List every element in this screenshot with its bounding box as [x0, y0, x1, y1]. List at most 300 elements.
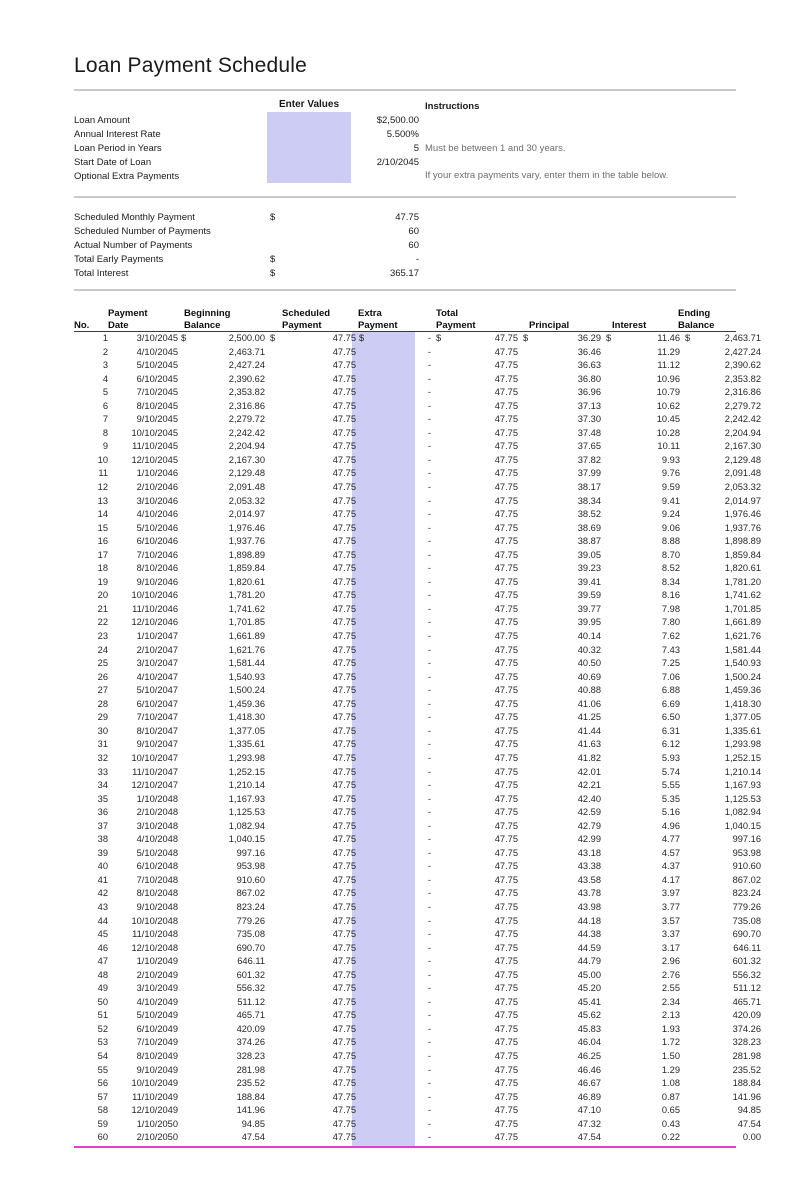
table-row — [74, 942, 761, 957]
table-cell-principal: 45.00 — [577, 969, 601, 980]
table-cell-extra-payment[interactable]: - — [427, 671, 431, 682]
table-cell-extra-payment[interactable]: - — [427, 901, 431, 912]
table-cell-ending-balance: 465.71 — [732, 996, 761, 1007]
table-cell-principal: 38.87 — [577, 536, 601, 547]
table-cell-currency-scheduled: $ — [270, 333, 276, 343]
table-cell-ending-balance: 556.32 — [732, 969, 761, 980]
table-cell-ending-balance: 1,082.94 — [724, 807, 761, 818]
table-cell-payment-date: 3/10/2046 — [136, 495, 178, 506]
table-cell-beginning-balance: 1,459.36 — [228, 698, 265, 709]
table-cell-interest: 3.57 — [661, 915, 680, 926]
table-cell-payment-date: 2/10/2046 — [136, 482, 178, 493]
summary-currency-total-interest: $ — [270, 268, 276, 279]
table-cell-payment-date: 7/10/2046 — [136, 549, 178, 560]
table-cell-no: 45 — [97, 929, 108, 940]
column-header-ending-balance-line1: Ending — [678, 308, 711, 319]
table-cell-scheduled-payment: 47.75 — [332, 752, 356, 763]
table-cell-no: 22 — [97, 617, 108, 628]
table-row — [74, 576, 761, 591]
table-row — [74, 969, 761, 984]
table-cell-payment-date: 7/10/2048 — [136, 874, 178, 885]
table-cell-no: 57 — [97, 1091, 108, 1102]
table-cell-scheduled-payment: 47.75 — [332, 725, 356, 736]
table-cell-extra-payment[interactable]: - — [427, 874, 431, 885]
table-cell-interest: 9.59 — [661, 482, 680, 493]
table-cell-extra-payment[interactable]: - — [427, 400, 431, 411]
table-cell-total-payment: 47.75 — [494, 888, 518, 899]
table-cell-no: 7 — [102, 414, 108, 425]
table-cell-extra-payment[interactable]: - — [427, 685, 431, 696]
table-cell-extra-payment[interactable]: - — [427, 427, 431, 438]
table-cell-ending-balance: 867.02 — [732, 874, 761, 885]
table-cell-principal: 38.17 — [577, 482, 601, 493]
table-cell-ending-balance: 1,741.62 — [724, 590, 761, 601]
table-cell-total-payment: 47.75 — [494, 834, 518, 845]
table-cell-beginning-balance: 823.24 — [236, 901, 265, 912]
table-cell-extra-payment[interactable]: - — [427, 861, 431, 872]
table-cell-no: 23 — [97, 631, 108, 642]
table-cell-extra-payment[interactable]: - — [427, 346, 431, 357]
table-cell-payment-date: 3/10/2047 — [136, 658, 178, 669]
table-cell-no: 13 — [97, 495, 108, 506]
table-cell-payment-date: 4/10/2048 — [136, 834, 178, 845]
table-cell-ending-balance: 1,976.46 — [724, 509, 761, 520]
table-cell-extra-payment[interactable]: - — [427, 739, 431, 750]
table-cell-total-payment: 47.75 — [494, 1050, 518, 1061]
table-cell-no: 11 — [98, 468, 108, 479]
table-cell-interest: 1.08 — [661, 1078, 680, 1089]
table-cell-interest: 9.76 — [661, 468, 680, 479]
column-header-beginning-balance-line1: Beginning — [184, 308, 231, 319]
table-cell-no: 46 — [97, 942, 108, 953]
column-header-beginning-balance — [184, 308, 266, 331]
table-cell-total-payment: 47.75 — [494, 766, 518, 777]
table-cell-interest: 5.93 — [661, 752, 680, 763]
table-cell-extra-payment[interactable]: - — [427, 766, 431, 777]
table-cell-payment-date: 1/10/2050 — [136, 1118, 178, 1129]
table-cell-extra-payment[interactable]: - — [427, 1037, 431, 1048]
table-cell-no: 36 — [97, 807, 108, 818]
table-cell-beginning-balance: 1,082.94 — [228, 820, 265, 831]
table-cell-no: 15 — [97, 522, 108, 533]
table-cell-extra-payment[interactable]: - — [427, 563, 431, 574]
table-cell-principal: 45.20 — [577, 983, 601, 994]
table-cell-beginning-balance: 1,167.93 — [228, 793, 265, 804]
table-cell-extra-payment[interactable]: - — [427, 1078, 431, 1089]
table-cell-total-payment: 47.75 — [494, 590, 518, 601]
table-cell-no: 37 — [97, 820, 108, 831]
table-cell-no: 2 — [102, 346, 108, 357]
table-cell-total-payment: 47.75 — [494, 996, 518, 1007]
table-cell-scheduled-payment: 47.75 — [332, 996, 356, 1007]
table-cell-extra-payment[interactable]: - — [427, 915, 431, 926]
table-cell-total-payment: 47.75 — [494, 807, 518, 818]
table-cell-ending-balance: 2,091.48 — [724, 468, 761, 479]
table-cell-scheduled-payment: 47.75 — [332, 536, 356, 547]
table-cell-principal: 45.62 — [577, 1010, 601, 1021]
table-cell-extra-payment[interactable]: - — [427, 712, 431, 723]
table-cell-extra-payment[interactable]: - — [427, 495, 431, 506]
table-cell-extra-payment[interactable]: - — [427, 644, 431, 655]
table-cell-total-payment: 47.75 — [494, 576, 518, 587]
table-cell-payment-date: 1/10/2048 — [136, 793, 178, 804]
column-header-extra-payment — [358, 308, 428, 331]
table-cell-payment-date: 6/10/2046 — [136, 536, 178, 547]
table-cell-extra-payment[interactable]: - — [427, 983, 431, 994]
table-cell-scheduled-payment: 47.75 — [332, 454, 356, 465]
table-cell-total-payment: 47.75 — [494, 644, 518, 655]
table-cell-extra-payment[interactable]: - — [427, 373, 431, 384]
table-cell-payment-date: 5/10/2046 — [136, 522, 178, 533]
table-cell-ending-balance: 2,279.72 — [724, 400, 761, 411]
input-value-annual-interest-rate[interactable]: 5.500% — [386, 129, 419, 140]
table-cell-interest: 6.12 — [661, 739, 680, 750]
table-cell-principal: 42.59 — [577, 807, 601, 818]
table-cell-total-payment: 47.75 — [494, 739, 518, 750]
table-cell-principal: 44.79 — [577, 956, 601, 967]
table-cell-ending-balance: 188.84 — [732, 1078, 761, 1089]
table-cell-total-payment: 47.75 — [494, 427, 518, 438]
table-cell-payment-date: 12/10/2049 — [131, 1105, 178, 1116]
table-cell-principal: 39.95 — [577, 617, 601, 628]
table-cell-payment-date: 4/10/2047 — [136, 671, 178, 682]
table-row — [74, 644, 761, 659]
table-cell-interest: 4.57 — [661, 847, 680, 858]
table-cell-total-payment: 47.75 — [494, 603, 518, 614]
table-cell-no: 31 — [97, 739, 108, 750]
table-cell-interest: 10.62 — [656, 400, 680, 411]
table-cell-interest: 11.29 — [657, 346, 680, 357]
table-cell-ending-balance: 94.85 — [737, 1105, 761, 1116]
table-cell-principal: 36.46 — [577, 346, 601, 357]
table-cell-extra-payment[interactable]: - — [427, 847, 431, 858]
table-cell-no: 25 — [97, 658, 108, 669]
table-cell-principal: 36.96 — [577, 387, 601, 398]
table-cell-beginning-balance: 1,781.20 — [228, 590, 265, 601]
table-cell-payment-date: 12/10/2046 — [131, 617, 178, 628]
table-cell-interest: 7.43 — [661, 644, 680, 655]
table-cell-principal: 41.25 — [577, 712, 601, 723]
column-header-extra-payment-line2: Payment — [358, 319, 398, 331]
table-cell-no: 28 — [97, 698, 108, 709]
table-cell-scheduled-payment: 47.75 — [332, 834, 356, 845]
input-value-loan-amount[interactable]: $2,500.00 — [376, 115, 419, 126]
table-cell-principal: 41.06 — [577, 698, 601, 709]
column-header-beginning-balance-line2: Balance — [184, 319, 221, 331]
table-cell-extra-payment[interactable]: - — [427, 333, 431, 343]
table-cell-extra-payment[interactable]: - — [427, 793, 431, 804]
table-cell-no: 5 — [102, 387, 108, 398]
table-cell-principal: 44.59 — [577, 942, 601, 953]
table-cell-ending-balance: 601.32 — [732, 956, 761, 967]
table-cell-total-payment: 47.75 — [494, 360, 518, 371]
table-cell-extra-payment[interactable]: - — [427, 942, 431, 953]
table-cell-extra-payment[interactable]: - — [427, 509, 431, 520]
table-cell-beginning-balance: 556.32 — [236, 983, 265, 994]
table-cell-interest: 1.50 — [661, 1050, 680, 1061]
table-cell-beginning-balance: 2,014.97 — [228, 509, 265, 520]
table-cell-beginning-balance: 2,463.71 — [228, 346, 265, 357]
table-cell-no: 56 — [97, 1078, 108, 1089]
table-cell-extra-payment[interactable]: - — [427, 1023, 431, 1034]
table-cell-scheduled-payment: 47.75 — [332, 414, 356, 425]
table-cell-extra-payment[interactable]: - — [427, 590, 431, 601]
table-row — [74, 1064, 761, 1079]
table-cell-extra-payment[interactable]: - — [427, 1010, 431, 1021]
table-cell-extra-payment[interactable]: - — [427, 536, 431, 547]
table-cell-beginning-balance: 1,741.62 — [228, 603, 265, 614]
table-cell-scheduled-payment: 47.75 — [332, 793, 356, 804]
table-cell-extra-payment[interactable]: - — [427, 617, 431, 628]
table-cell-payment-date: 8/10/2047 — [136, 725, 178, 736]
summary-value-total-early-payments: - — [415, 254, 419, 265]
table-cell-scheduled-payment: 47.75 — [332, 590, 356, 601]
table-cell-no: 1 — [102, 333, 108, 343]
table-cell-total-payment: 47.75 — [494, 333, 518, 343]
table-cell-interest: 7.25 — [661, 658, 680, 669]
table-cell-payment-date: 11/10/2048 — [132, 929, 178, 940]
table-cell-interest: 3.37 — [661, 929, 680, 940]
table-cell-no: 6 — [102, 400, 108, 411]
table-cell-extra-payment[interactable]: - — [427, 1118, 431, 1129]
table-cell-extra-payment[interactable]: - — [427, 522, 431, 533]
table-row — [74, 874, 761, 889]
table-row — [74, 1010, 761, 1024]
table-cell-payment-date: 9/10/2048 — [136, 901, 178, 912]
table-cell-extra-payment[interactable]: - — [427, 1132, 431, 1143]
table-cell-ending-balance: 2,353.82 — [724, 373, 761, 384]
table-row — [74, 414, 761, 428]
table-row — [74, 861, 761, 875]
table-cell-interest: 10.11 — [657, 441, 680, 452]
table-cell-interest: 6.50 — [661, 712, 680, 723]
table-cell-no: 18 — [97, 563, 108, 574]
table-cell-extra-payment[interactable]: - — [427, 820, 431, 831]
table-cell-payment-date: 2/10/2049 — [136, 969, 178, 980]
table-cell-total-payment: 47.75 — [494, 441, 518, 452]
table-cell-total-payment: 47.75 — [494, 847, 518, 858]
input-value-start-date[interactable]: 2/10/2045 — [376, 157, 419, 168]
table-cell-payment-date: 6/10/2045 — [136, 373, 178, 384]
table-cell-ending-balance: 374.26 — [732, 1023, 761, 1034]
table-cell-no: 41 — [97, 874, 108, 885]
table-cell-scheduled-payment: 47.75 — [332, 942, 356, 953]
table-cell-ending-balance: 646.11 — [733, 942, 761, 953]
table-cell-extra-payment[interactable]: - — [427, 1050, 431, 1061]
table-cell-total-payment: 47.75 — [494, 956, 518, 967]
column-header-ending-balance — [678, 308, 744, 331]
table-cell-extra-payment[interactable]: - — [427, 1105, 431, 1116]
table-cell-interest: 2.96 — [661, 956, 680, 967]
table-row — [74, 333, 761, 347]
table-cell-no: 33 — [97, 766, 108, 777]
input-value-loan-period-years[interactable]: 5 — [413, 143, 419, 154]
table-cell-total-payment: 47.75 — [494, 793, 518, 804]
table-cell-ending-balance: 281.98 — [732, 1050, 761, 1061]
table-row — [74, 346, 761, 361]
table-cell-extra-payment[interactable]: - — [427, 996, 431, 1007]
table-cell-principal: 38.69 — [577, 522, 601, 533]
table-cell-payment-date: 11/10/2049 — [132, 1091, 178, 1102]
table-cell-extra-payment[interactable]: - — [427, 807, 431, 818]
table-cell-no: 26 — [97, 671, 108, 682]
table-row — [74, 454, 761, 469]
table-row — [74, 590, 761, 604]
divider-top — [74, 89, 736, 91]
table-cell-extra-payment[interactable]: - — [427, 956, 431, 967]
table-cell-payment-date: 12/10/2045 — [131, 454, 178, 465]
table-cell-principal: 47.32 — [577, 1118, 601, 1129]
table-cell-total-payment: 47.75 — [494, 915, 518, 926]
table-cell-ending-balance: 1,125.53 — [724, 793, 761, 804]
table-cell-ending-balance: 511.12 — [733, 983, 761, 994]
table-cell-total-payment: 47.75 — [494, 698, 518, 709]
table-cell-interest: 0.22 — [661, 1132, 680, 1143]
table-cell-extra-payment[interactable]: - — [427, 969, 431, 980]
table-cell-extra-payment[interactable]: - — [427, 482, 431, 493]
table-cell-beginning-balance: 953.98 — [236, 861, 265, 872]
table-row — [74, 617, 761, 631]
table-row — [74, 373, 761, 388]
table-row — [74, 712, 761, 726]
table-cell-extra-payment[interactable]: - — [427, 468, 431, 479]
divider-table-header — [74, 331, 736, 332]
table-cell-payment-date: 3/10/2049 — [136, 983, 178, 994]
table-cell-ending-balance: 1,937.76 — [724, 522, 761, 533]
table-cell-principal: 40.88 — [577, 685, 601, 696]
table-cell-principal: 41.63 — [577, 739, 601, 750]
table-cell-ending-balance: 1,621.76 — [724, 631, 761, 642]
table-cell-beginning-balance: 2,242.42 — [228, 427, 265, 438]
table-cell-extra-payment[interactable]: - — [427, 1064, 431, 1075]
table-cell-extra-payment[interactable]: - — [427, 698, 431, 709]
table-cell-ending-balance: 1,459.36 — [724, 685, 761, 696]
table-cell-principal: 43.78 — [577, 888, 601, 899]
table-cell-interest: 3.17 — [661, 942, 680, 953]
table-cell-scheduled-payment: 47.75 — [332, 929, 356, 940]
table-cell-ending-balance: 1,781.20 — [724, 576, 761, 587]
table-row — [74, 820, 761, 835]
table-cell-ending-balance: 1,418.30 — [724, 698, 761, 709]
table-row — [74, 793, 761, 808]
table-cell-ending-balance: 47.54 — [737, 1118, 761, 1129]
table-cell-extra-payment[interactable]: - — [427, 441, 431, 452]
table-cell-extra-payment[interactable]: - — [427, 929, 431, 940]
table-cell-scheduled-payment: 47.75 — [332, 1132, 356, 1143]
table-cell-total-payment: 47.75 — [494, 387, 518, 398]
table-cell-principal: 42.40 — [577, 793, 601, 804]
table-cell-scheduled-payment: 47.75 — [332, 400, 356, 411]
table-cell-extra-payment[interactable]: - — [427, 658, 431, 669]
table-cell-principal: 44.38 — [577, 929, 601, 940]
table-cell-no: 42 — [97, 888, 108, 899]
table-cell-extra-payment[interactable]: - — [427, 414, 431, 425]
table-cell-no: 60 — [97, 1132, 108, 1143]
table-cell-payment-date: 3/10/2048 — [136, 820, 178, 831]
table-cell-beginning-balance: 1,540.93 — [228, 671, 265, 682]
table-cell-extra-payment[interactable]: - — [427, 888, 431, 899]
table-cell-scheduled-payment: 47.75 — [332, 983, 356, 994]
table-cell-principal: 37.30 — [577, 414, 601, 425]
table-row — [74, 834, 761, 848]
table-cell-interest: 7.06 — [661, 671, 680, 682]
table-cell-ending-balance: 2,167.30 — [724, 441, 761, 452]
table-cell-extra-payment[interactable]: - — [427, 454, 431, 465]
table-cell-no: 59 — [97, 1118, 108, 1129]
table-cell-payment-date: 8/10/2048 — [136, 888, 178, 899]
table-cell-extra-payment[interactable]: - — [427, 780, 431, 791]
table-row — [74, 495, 761, 510]
table-row — [74, 387, 761, 401]
table-cell-ending-balance: 141.96 — [732, 1091, 761, 1102]
table-cell-principal: 43.18 — [577, 847, 601, 858]
table-cell-extra-payment[interactable]: - — [427, 725, 431, 736]
table-cell-total-payment: 47.75 — [494, 1105, 518, 1116]
table-cell-no: 20 — [97, 590, 108, 601]
table-cell-beginning-balance: 1,661.89 — [228, 631, 265, 642]
table-cell-total-payment: 47.75 — [494, 1078, 518, 1089]
table-cell-extra-payment[interactable]: - — [427, 603, 431, 614]
table-cell-payment-date: 9/10/2045 — [136, 414, 178, 425]
table-cell-payment-date: 11/10/2047 — [132, 766, 178, 777]
table-cell-scheduled-payment: 47.75 — [332, 427, 356, 438]
table-cell-beginning-balance: 188.84 — [236, 1091, 265, 1102]
table-cell-payment-date: 4/10/2045 — [136, 346, 178, 357]
table-cell-scheduled-payment: 47.75 — [332, 482, 356, 493]
table-cell-scheduled-payment: 47.75 — [332, 1064, 356, 1075]
table-cell-extra-payment[interactable]: - — [427, 752, 431, 763]
table-cell-ending-balance: 1,701.85 — [724, 603, 761, 614]
table-cell-total-payment: 47.75 — [494, 969, 518, 980]
table-cell-extra-payment[interactable]: - — [427, 549, 431, 560]
table-cell-ending-balance: 1,820.61 — [724, 563, 761, 574]
table-cell-payment-date: 5/10/2047 — [136, 685, 178, 696]
table-cell-scheduled-payment: 47.75 — [332, 901, 356, 912]
table-cell-interest: 7.62 — [661, 631, 680, 642]
table-row — [74, 1078, 761, 1092]
table-cell-principal: 39.77 — [577, 603, 601, 614]
table-cell-extra-payment[interactable]: - — [427, 360, 431, 371]
table-cell-extra-payment[interactable]: - — [427, 631, 431, 642]
table-cell-principal: 43.98 — [577, 901, 601, 912]
table-cell-extra-payment[interactable]: - — [427, 834, 431, 845]
table-cell-interest: 8.52 — [661, 563, 680, 574]
table-cell-total-payment: 47.75 — [494, 468, 518, 479]
table-cell-extra-payment[interactable]: - — [427, 576, 431, 587]
table-cell-currency-extra: $ — [359, 333, 365, 343]
table-row — [74, 983, 761, 997]
table-cell-payment-date: 10/10/2049 — [131, 1078, 178, 1089]
table-cell-ending-balance: 2,463.71 — [724, 333, 761, 343]
table-row — [74, 1118, 761, 1133]
table-cell-principal: 39.59 — [577, 590, 601, 601]
table-cell-scheduled-payment: 47.75 — [332, 333, 356, 343]
table-cell-payment-date: 6/10/2049 — [136, 1023, 178, 1034]
table-cell-beginning-balance: 2,053.32 — [228, 495, 265, 506]
table-row — [74, 956, 761, 970]
table-cell-no: 47 — [97, 956, 108, 967]
summary-value-scheduled-monthly-payment: 47.75 — [395, 212, 419, 223]
table-cell-payment-date: 9/10/2046 — [136, 576, 178, 587]
table-cell-extra-payment[interactable]: - — [427, 387, 431, 398]
table-cell-payment-date: 3/10/2045 — [136, 333, 178, 343]
table-cell-no: 49 — [97, 983, 108, 994]
table-cell-interest: 11.46 — [657, 333, 680, 343]
table-cell-extra-payment[interactable]: - — [427, 1091, 431, 1102]
table-cell-principal: 41.82 — [577, 752, 601, 763]
table-cell-beginning-balance: 1,418.30 — [228, 712, 265, 723]
table-cell-beginning-balance: 1,937.76 — [228, 536, 265, 547]
